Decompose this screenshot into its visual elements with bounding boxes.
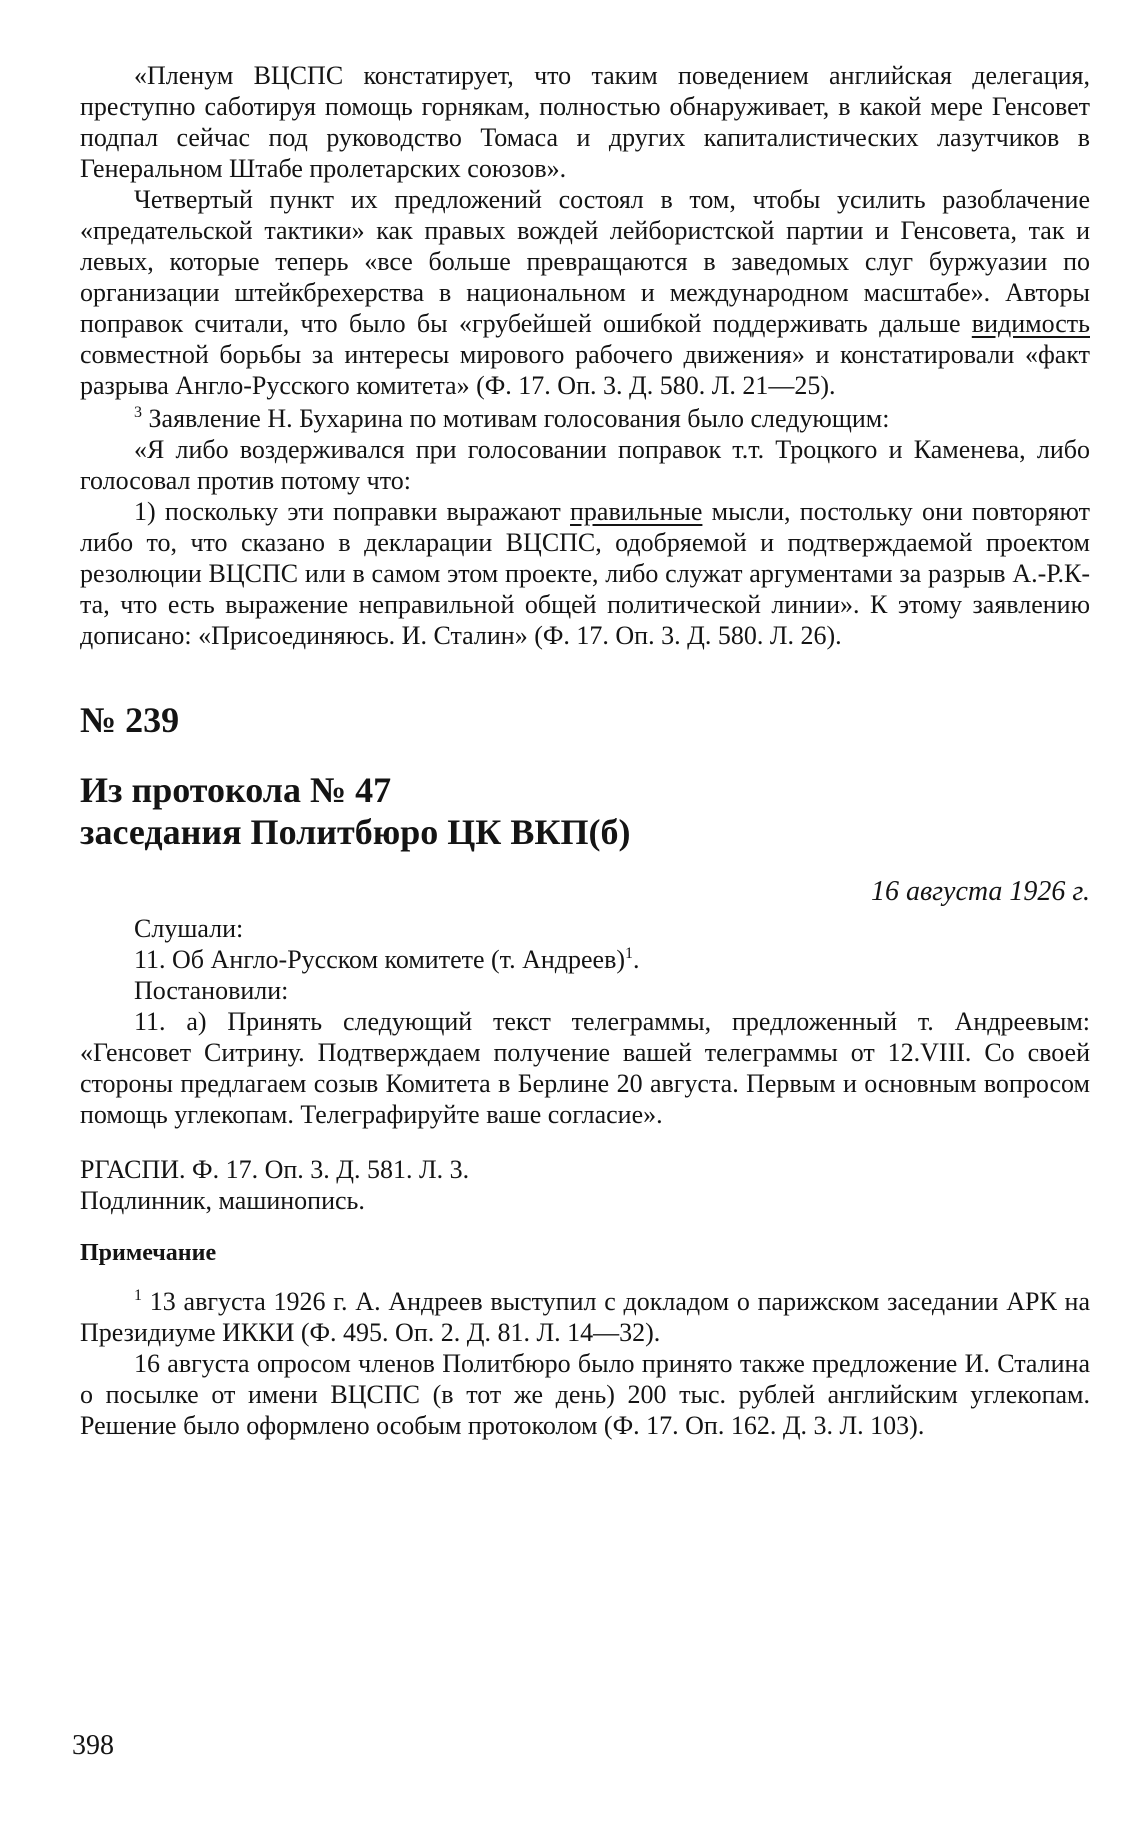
point4-text-a: Четвертый пункт их предложений состоял в том, чтобы усилить разоблачение «предательской тактики» как правых вождей лейбористской партии и Генсовета, так и левых, которые теперь «все больше превращаются в заведомых слуг буржуазии по организации штейкбрехерства в национальном и международном масштабе». Авторы поправок считали, что было бы «грубейшей ошибкой поддерживать дальше <box>80 185 1090 338</box>
decided-text: 11. а) Принять следующий текст телеграммы, предложенный т. Андреевым: «Генсовет Ситрину. Подтверждаем получение вашей телеграммы от 12.VIII. Со своей стороны предлагаем созыв Комитета в Берлине 20 августа. Первым и основным вопросом помощь углекопам. Телеграфируйте ваше согласие». <box>80 1007 1090 1129</box>
point1-text-a: 1) поскольку эти поправки выражают <box>134 497 571 526</box>
heard-item-end: . <box>633 945 640 974</box>
page-content <box>80 60 1090 1441</box>
heard-footnote-marker: 1 <box>625 945 634 962</box>
footnote-3-point1 <box>80 496 1090 651</box>
document-number: № 239 <box>80 700 180 740</box>
point1-underlined: правильные <box>570 497 703 526</box>
note-1-marker: 1 <box>134 1287 142 1304</box>
point4-text-b: совместной борьбы за интересы мирового рабочего движения» и констатировали «факт разрыва Англо-Русского комитета» (Ф. 17. Оп. 3. Д. 580. Л. 21—25). <box>80 340 1090 400</box>
notes-heading: Примечание <box>80 1240 217 1266</box>
point4-paragraph <box>80 184 1090 401</box>
document-title-line1: Из протокола № 47 <box>80 770 392 810</box>
document-title-line2: заседания Политбюро ЦК ВКП(б) <box>80 812 631 852</box>
decided-label: Постановили: <box>134 976 289 1005</box>
note-1-paragraph-2: 16 августа опросом членов Политбюро было принято также предложение И. Сталина о посылке от имени ВЦСПС (в тот же день) 200 тыс. рублей английским углекопам. Решение было оформлено особым протоколом (Ф. 17. Оп. 162. Д. 3. Л. 103). <box>80 1349 1090 1440</box>
point4-underlined: видимость <box>971 309 1090 338</box>
footnote-3-quote: «Я либо воздерживался при голосовании поправок т.т. Троцкого и Каменева, либо голосовал против потому что: <box>80 435 1090 495</box>
heard-item <box>80 944 1090 975</box>
point1-text-b: мысли, постольку они повторяют либо то, что сказано в декларации ВЦСПС, одобряемой и подтверждаемой проектом резолюции ВЦСПС или в самом этом проекте, либо служат аргументами за разрыв А.-Р.К-та, что есть выражение неправильной общей политической линии». К этому заявлению дописано: «Присоединяюсь. И. Сталин» (Ф. 17. Оп. 3. Д. 580. Л. 26). <box>80 497 1090 650</box>
page-number: 398 <box>72 1730 114 1761</box>
footnote-3-text: Заявление Н. Бухарина по мотивам голосования было следующим: <box>142 404 890 433</box>
archive-reference: РГАСПИ. Ф. 17. Оп. 3. Д. 581. Л. 3. <box>80 1155 470 1184</box>
quote-paragraph: «Пленум ВЦСПС констатирует, что таким поведением английская делегация, преступно саботируя помощь горнякам, полностью обнаруживает, в какой мере Генсовет подпал сейчас под руководство Томаса и других капиталистических лазутчиков в Генеральном Штабе пролетарских союзов». <box>80 61 1090 183</box>
footnote-3-paragraph <box>80 403 1090 434</box>
heard-item-text: 11. Об Англо-Русском комитете (т. Андреев) <box>134 945 626 974</box>
note-1-text: 13 августа 1926 г. А. Андреев выступил с докладом о парижском заседании АРК на Президиуме ИККИ (Ф. 495. Оп. 2. Д. 81. Л. 14—32). <box>80 1287 1090 1347</box>
note-1 <box>80 1286 1090 1348</box>
archive-type: Подлинник, машинопись. <box>80 1186 365 1215</box>
document-date: 16 августа 1926 г. <box>870 876 1090 907</box>
heard-label: Слушали: <box>134 914 244 943</box>
footnote-3-marker: 3 <box>134 404 142 421</box>
